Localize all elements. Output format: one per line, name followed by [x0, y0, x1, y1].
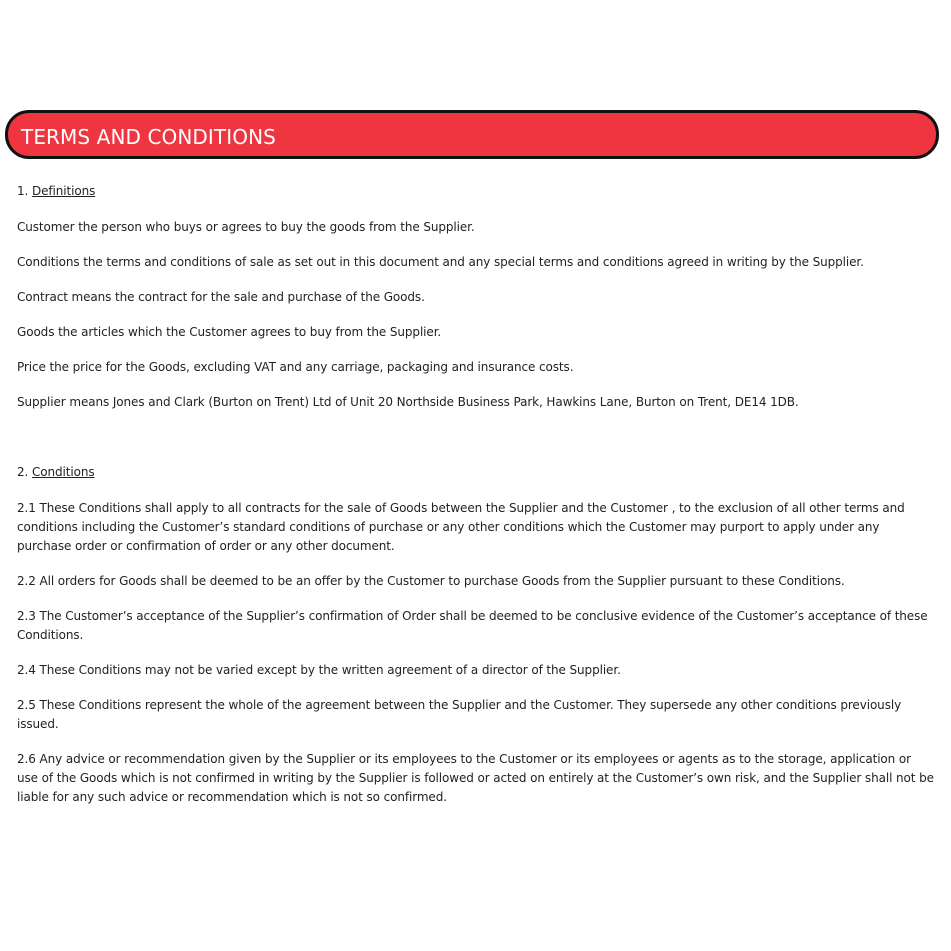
- condition-2-2: 2.2 All orders for Goods shall be deemed to be an offer by the Customer to purchase Goods from the Supplier pursuant to these Conditions.: [17, 574, 845, 588]
- definition-contract: Contract means the contract for the sale and purchase of the Goods.: [17, 290, 425, 304]
- section-number: 1.: [17, 184, 29, 198]
- section-title: Conditions: [31, 465, 95, 479]
- definition-supplier: Supplier means Jones and Clark (Burton on Trent) Ltd of Unit 20 Northside Business Park, Hawkins Lane, Burton on Trent, DE14 1DB.: [17, 395, 799, 409]
- conditions-heading: [17, 463, 935, 482]
- definition-conditions: Conditions the terms and conditions of sale as set out in this document and any special terms and conditions agreed in writing by the Supplier.: [17, 255, 864, 269]
- definition-price: Price the price for the Goods, excluding VAT and any carriage, packaging and insurance costs.: [17, 360, 574, 374]
- definitions-heading: [17, 182, 935, 201]
- condition-2-6: 2.6 Any advice or recommendation given by the Supplier or its employees to the Customer or its employees or agents as to the storage, application or use of the Goods which is not confirmed in writing by the Supplier is followed or acted on entirely at the Customer’s own risk, and the Supplier shall not be liable for any such advice or recommendation which is not so confirmed.: [17, 752, 934, 804]
- section-title: Definitions: [31, 184, 96, 198]
- section-number: 2.: [17, 465, 29, 479]
- definition-customer: Customer the person who buys or agrees to buy the goods from the Supplier.: [17, 220, 475, 234]
- condition-2-3: 2.3 The Customer’s acceptance of the Supplier’s confirmation of Order shall be deemed to be conclusive evidence of the Customer’s acceptance of these Conditions.: [17, 609, 928, 642]
- terms-content: [17, 182, 935, 807]
- condition-2-5: 2.5 These Conditions represent the whole of the agreement between the Supplier and the Customer. They supersede any other conditions previously issued.: [17, 698, 902, 731]
- condition-2-4: 2.4 These Conditions may not be varied except by the written agreement of a director of the Supplier.: [17, 663, 621, 677]
- page-title: TERMS AND CONDITIONS: [21, 125, 276, 149]
- terms-banner: [5, 110, 939, 159]
- definition-goods: Goods the articles which the Customer agrees to buy from the Supplier.: [17, 325, 442, 339]
- condition-2-1: 2.1 These Conditions shall apply to all contracts for the sale of Goods between the Supplier and the Customer , to the exclusion of all other terms and conditions including the Customer’s standard conditions of purchase or any other conditions which the Customer may purport to apply under any purchase order or confirmation of order or any other document.: [17, 501, 905, 553]
